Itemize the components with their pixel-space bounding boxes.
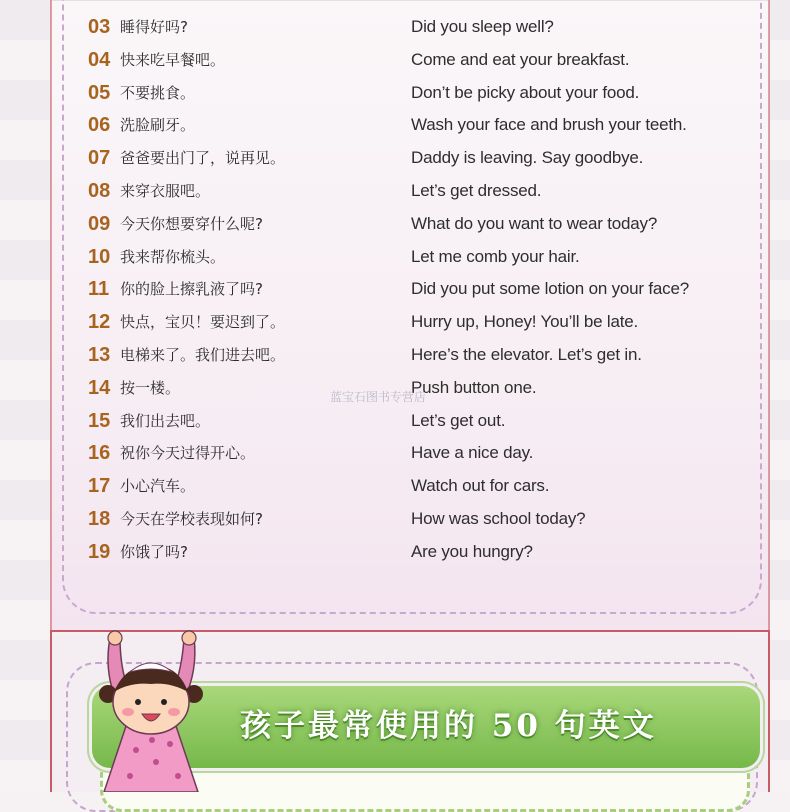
phrase-chinese: 按一楼。 [120,378,181,397]
phrase-number: 05 [88,81,111,104]
phrase-chinese: 你的脸上擦乳液了吗? [120,280,263,299]
phrase-english: Here’s the elevator. Let’s get in. [411,345,642,364]
phrase-chinese: 快点，宝贝！要迟到了。 [120,313,286,332]
phrase-row [0,471,790,501]
phrase-chinese: 今天在学校表现如何? [120,510,263,528]
phrase-chinese: 不要挑食。 [120,83,196,102]
phrase-english: Did you put some lotion on your face? [411,279,689,299]
phrase-english: Watch out for cars. [411,476,550,496]
phrase-english: Are you hungry? [411,541,533,561]
phrase-number: 19 [88,540,111,563]
lower-right-line [768,632,770,792]
phrase-number: 07 [88,147,111,170]
phrase-english: Come and eat your breakfast. [411,49,630,69]
phrase-number: 09 [88,212,111,235]
watermark: 蓝宝石图书专营店 [330,390,427,404]
phrase-number: 04 [88,48,111,71]
phrase-number: 03 [88,16,111,38]
phrase-english: Push button one. [411,377,537,397]
girl-icon [86,630,216,792]
phrase-chinese: 你饿了吗? [120,542,188,561]
phrase-english: What do you want to wear today? [411,213,658,233]
section-title: 孩子最常使用的 50 句英文 [240,708,657,744]
lower-left-line [50,632,52,792]
phrase-english: Don’t be picky about your food. [411,82,640,102]
phrase-english: Wash your face and brush your teeth. [411,115,687,135]
phrase-chinese: 我来帮你梳头。 [120,247,226,266]
phrase-chinese: 洗脸刷牙。 [120,116,196,135]
phrase-english: Did you sleep well? [411,17,554,36]
phrase-chinese: 来穿衣服吧。 [120,182,211,200]
phrase-row [0,143,790,173]
phrase-english: Daddy is leaving. Say goodbye. [411,148,644,168]
phrase-english: Let’s get out. [411,410,506,430]
phrase-chinese: 今天你想要穿什么呢? [120,214,263,233]
phrase-row [0,307,790,337]
phrase-row [0,12,790,42]
phrase-english: Let’s get dressed. [411,181,542,200]
phrase-chinese: 小心汽车。 [120,477,196,496]
phrase-chinese: 电梯来了。我们进去吧。 [120,346,286,364]
phrase-number: 16 [88,442,111,465]
phrase-number: 08 [88,180,111,202]
phrase-row [0,274,790,304]
phrase-number: 14 [88,376,111,399]
phrase-row [0,176,790,206]
phrase-number: 11 [88,278,110,301]
phrase-number: 15 [88,409,111,432]
phrase-chinese: 祝你今天过得开心。 [120,444,256,463]
phrase-row [0,110,790,140]
phrase-chinese: 爸爸要出门了，说再见。 [120,149,286,168]
phrase-number: 12 [88,311,111,334]
phrase-english: Have a nice day. [411,443,534,463]
phrase-chinese: 快来吃早餐吧。 [120,50,226,69]
phrase-english: How was school today? [411,509,586,528]
phrase-chinese: 我们出去吧。 [120,411,211,430]
phrase-row [0,504,790,534]
phrase-number: 13 [88,344,111,366]
phrase-chinese: 睡得好吗? [120,18,188,36]
phrase-row [0,242,790,272]
phrase-row [0,406,790,436]
phrase-number: 06 [88,114,111,137]
phrase-english: Hurry up, Honey! You’ll be late. [411,312,639,332]
phrase-row [0,209,790,239]
phrase-number: 17 [88,475,111,498]
phrase-english: Let me comb your hair. [411,246,580,266]
phrase-row [0,438,790,468]
phrase-row [0,45,790,75]
phrase-number: 10 [88,245,111,268]
phrase-number: 18 [88,508,111,530]
phrase-row [0,340,790,370]
phrase-row [0,78,790,108]
phrase-row [0,537,790,567]
